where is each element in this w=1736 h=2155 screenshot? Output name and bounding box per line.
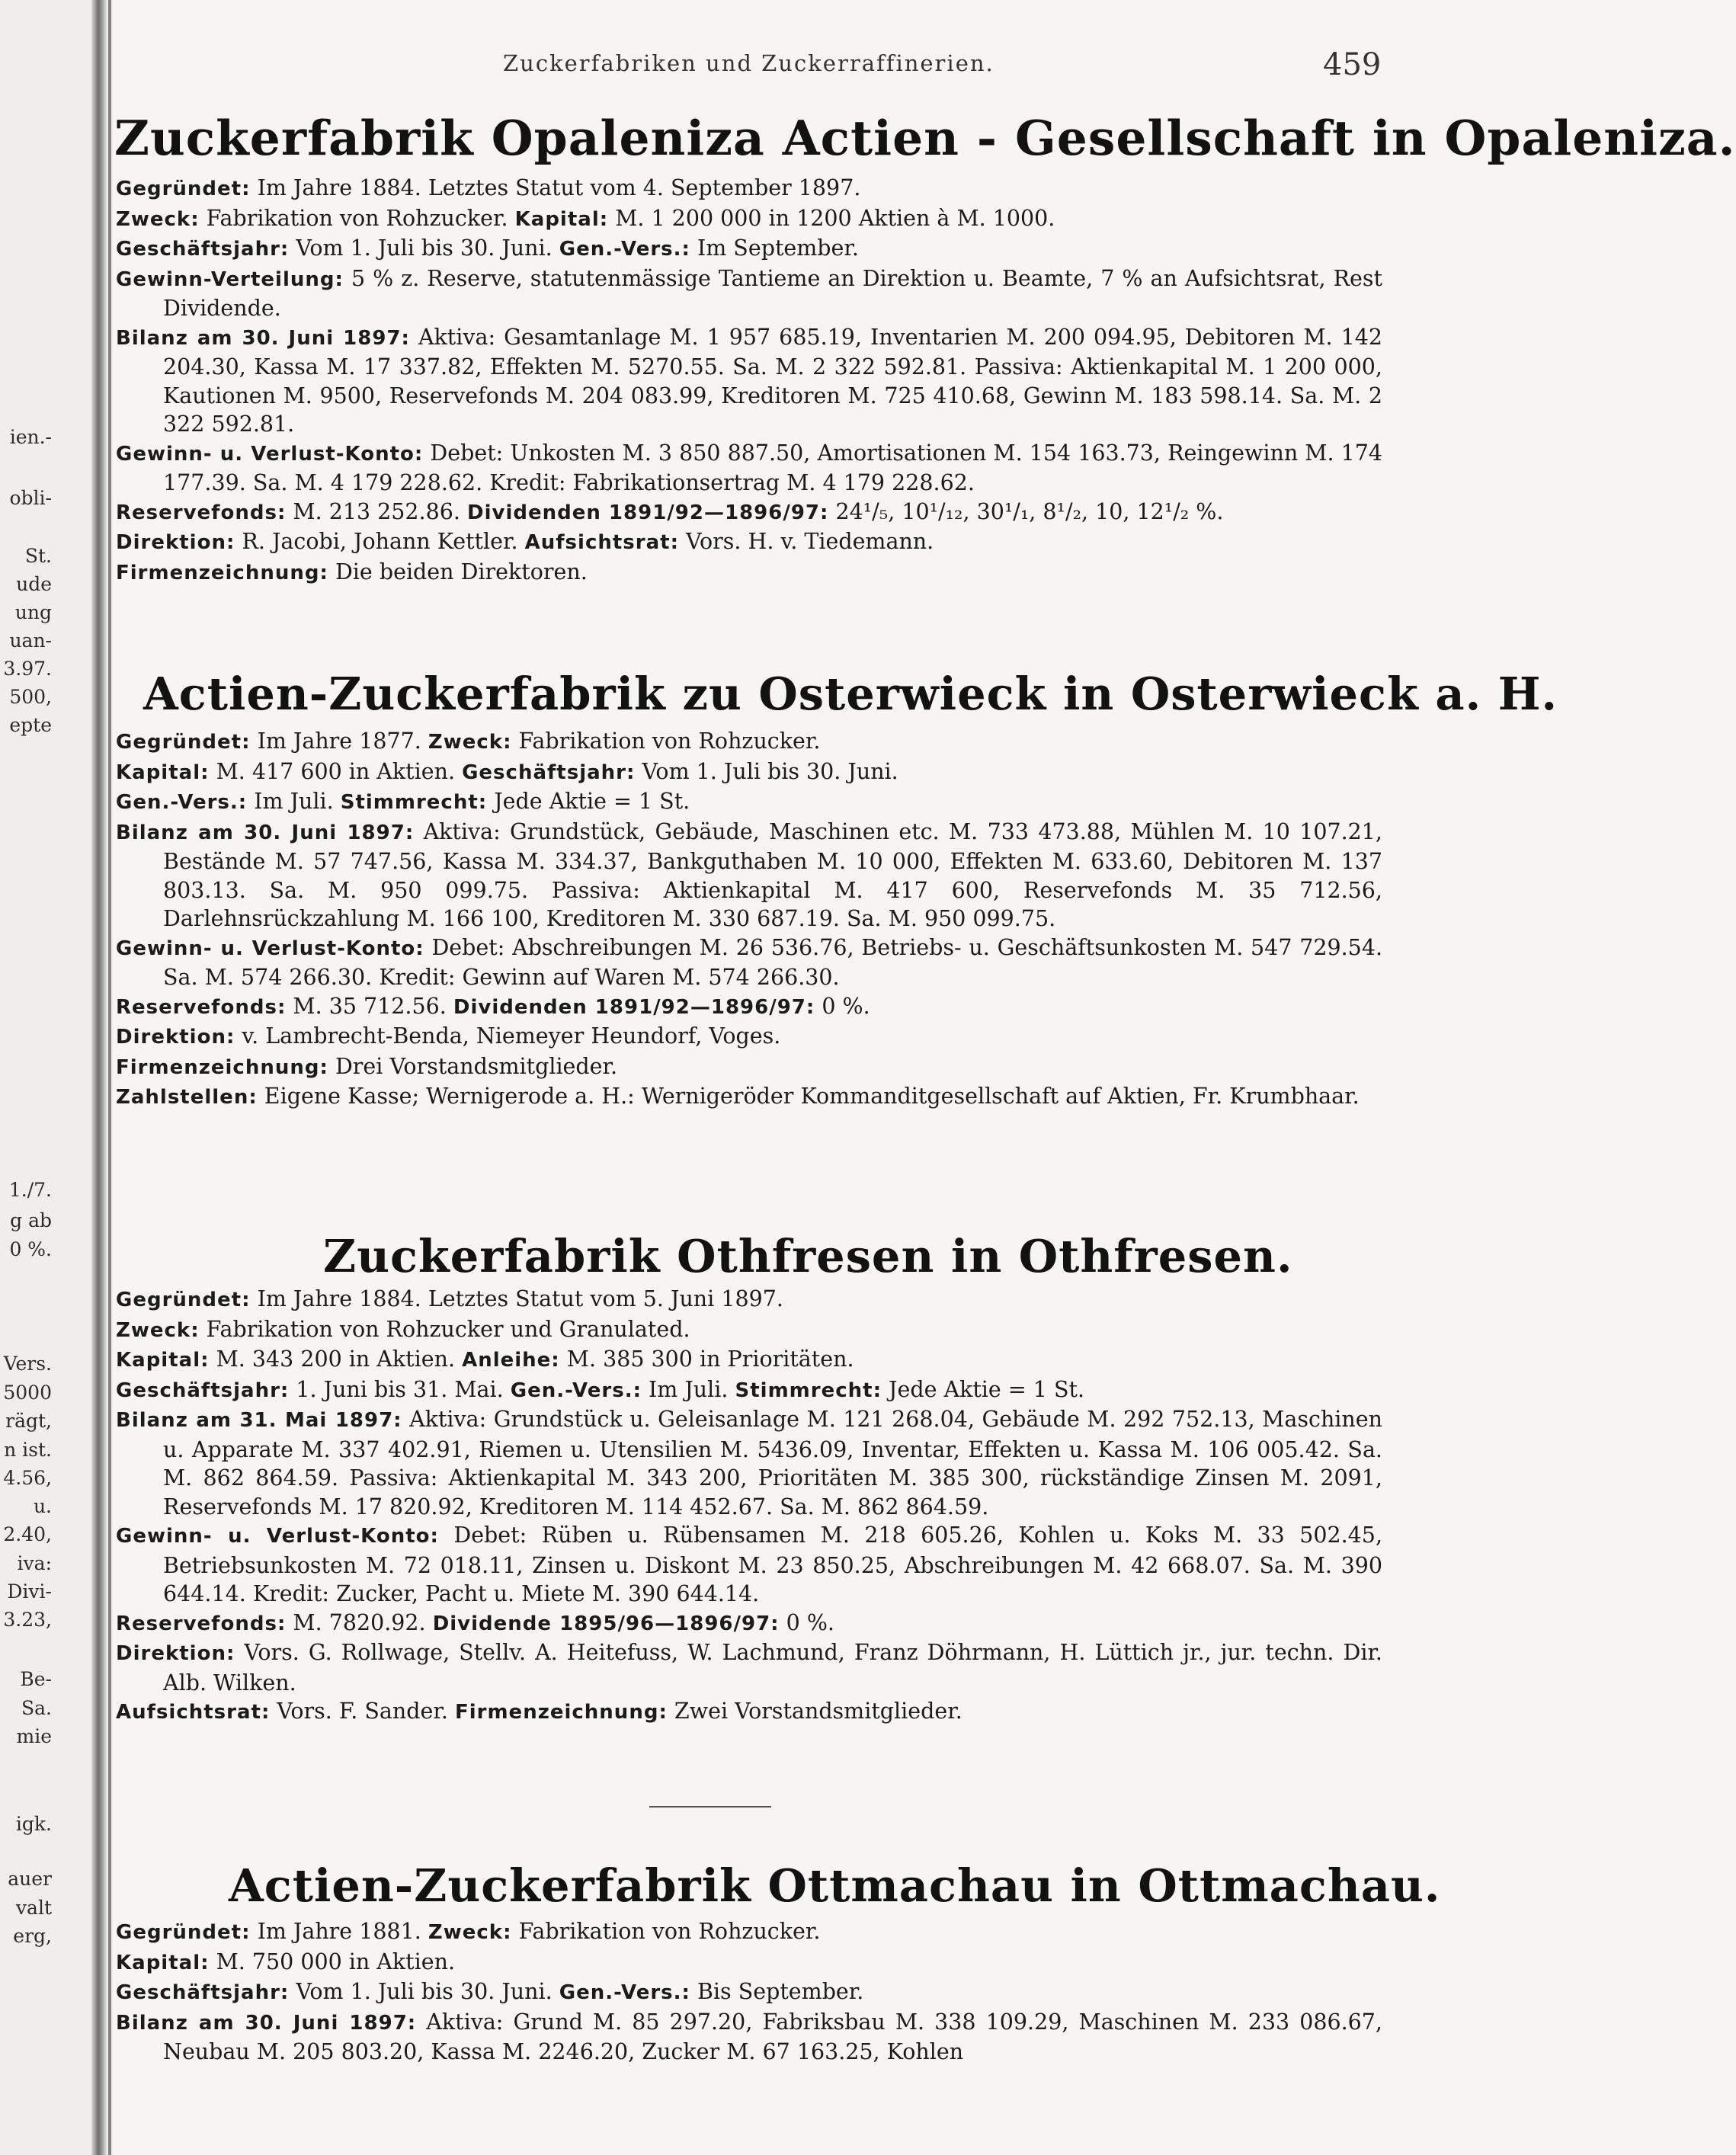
entry-label: Direktion: <box>116 531 235 554</box>
entry-text: Vors. F. Sander. <box>277 1699 448 1724</box>
entry-line <box>116 1405 1382 1521</box>
entry-label: Stimmrecht: <box>340 791 488 814</box>
entry-label: Gegründet: <box>116 731 251 754</box>
entry-text: Im Juli. <box>254 789 334 814</box>
entry-text: Aktiva: Grundstück u. Geleisanlage M. 121 268.04, Gebäude M. 292 752.13, Maschinen u. Apparate M. 337 402.91, Riemen u. Utensilien M. 5436.09, Inventar, Effekten u. Kassa M. 106 005.42. Sa. M. 862 864.59. Passiva: Aktienkapital M. 343 200, Prioritäten M. 385 300, rückständige Zinsen M. 2091, Reservefonds M. 17 820.92, Kreditoren M. 114 452.67. Sa. M. 862 864.59. <box>163 1407 1382 1519</box>
entry-text: M. 35 712.56. <box>293 993 447 1019</box>
entry-line <box>116 1022 1382 1052</box>
entry-text: Im Jahre 1884. Letztes Statut vom 5. Juni 1897. <box>257 1286 783 1311</box>
margin-fragment: Vers. <box>3 1353 52 1375</box>
entry-label: Zweck: <box>428 1921 512 1944</box>
entry-line <box>116 992 1382 1023</box>
entry-label: Firmenzeichnung: <box>116 561 328 584</box>
margin-fragment: epte <box>9 714 52 736</box>
running-head: Zuckerfabriken und Zuckerraffinerien. <box>503 50 995 76</box>
entry-line <box>116 1638 1382 1697</box>
entry-text: Eigene Kasse; Wernigerode a. H.: Wernigeröder Kommanditgesellschaft auf Aktien, Fr. Krumbhaar. <box>264 1084 1360 1109</box>
entry-text: 24¹/₅, 10¹/₁₂, 30¹/₁, 8¹/₂, 10, 12¹/₂ %. <box>835 498 1224 524</box>
company-entry <box>116 1285 1382 1728</box>
entry-label: Zweck: <box>116 1318 200 1342</box>
entry-text: Debet: Rüben u. Rübensamen M. 218 605.26, Kohlen u. Koks M. 33 502.45, Betriebsunkosten M. 72 018.11, Zinsen u. Diskont M. 23 850.25, Abschreibungen M. 42 668.07. Sa. M. 390 644.14. Kredit: Zucker, Pacht u. Miete M. 390 644.14. <box>163 1523 1383 1606</box>
entry-text: Debet: Unkosten M. 3 850 887.50, Amortisationen M. 154 163.73, Reingewinn M. 174 177.39. Sa. M. 4 179 228.62. Kredit: Fabrikationsertrag M. 4 179 228.62. <box>163 440 1383 495</box>
entry-line <box>116 498 1382 528</box>
margin-fragment: rägt, <box>5 1410 52 1432</box>
entry-text: Vors. H. v. Tiedemann. <box>686 529 934 554</box>
entry-text: M. 417 600 in Aktien. <box>216 758 456 784</box>
margin-fragment: 2.40, <box>3 1523 52 1545</box>
entry-title: Zuckerfabrik Othfresen in Othfresen. <box>323 1230 1293 1282</box>
entry-text: 0 %. <box>786 1609 834 1635</box>
margin-fragment: uan- <box>9 629 52 652</box>
entry-label: Geschäftsjahr: <box>116 238 290 261</box>
entry-label: Gen.-Vers.: <box>510 1378 642 1402</box>
entry-text: Aktiva: Grundstück, Gebäude, Maschinen etc. M. 733 473.88, Mühlen M. 10 107.21, Bestände M. 57 747.56, Kassa M. 334.37, Bankguthaben M. 10 000, Effekten M. 633.60, Debitoren M. 137 803.13. Sa. M. 950 099.75. Passiva: Aktienkapital M. 417 600, Reservefonds M. 35 712.56, Darlehnsrückzahlung M. 166 100, Kreditoren M. 330 687.19. Sa. M. 950 099.75. <box>163 818 1382 931</box>
entry-line <box>116 1082 1382 1113</box>
entry-line <box>116 757 1382 788</box>
entry-label: Gegründet: <box>116 1921 251 1944</box>
margin-fragment: iva: <box>17 1552 52 1574</box>
margin-fragment: g ab <box>10 1209 52 1231</box>
entry-label: Direktion: <box>116 1026 235 1049</box>
entry-label: Stimmrecht: <box>735 1378 882 1402</box>
entry-label: Dividenden 1891/92—1896/97: <box>467 501 829 524</box>
entry-line <box>116 264 1382 323</box>
entry-line <box>116 1948 1382 1978</box>
entry-line <box>116 1521 1382 1609</box>
entry-text: Die beiden Direktoren. <box>335 559 588 584</box>
book-spine-edge <box>108 0 111 2155</box>
margin-fragment: Sa. <box>21 1697 52 1719</box>
entry-label: Firmenzeichnung: <box>454 1701 668 1724</box>
entry-text: Im September. <box>697 235 859 261</box>
entry-label: Gegründet: <box>116 178 251 200</box>
entry-line <box>116 439 1382 498</box>
entry-text: v. Lambrecht-Benda, Niemeyer Heundorf, Voges. <box>242 1023 781 1049</box>
entry-text: Aktiva: Gesamtanlage M. 1 957 685.19, Inventarien M. 200 094.95, Debitoren M. 142 204.30, Kassa M. 17 337.82, Effekten M. 5270.55. Sa. M. 2 322 592.81. Passiva: Aktienkapital M. 1 200 000, Kautionen M. 9500, Reservefonds M. 204 083.99, Kreditoren M. 725 410.68, Gewinn M. 183 598.14. Sa. M. 2 322 592.81. <box>163 324 1382 437</box>
entry-label: Zweck: <box>116 207 200 231</box>
entry-label: Anleihe: <box>462 1349 560 1372</box>
entry-line <box>116 727 1382 757</box>
section-divider <box>649 1806 771 1808</box>
entry-line <box>116 204 1382 235</box>
entry-line <box>116 1609 1382 1639</box>
entry-text: Im Jahre 1877. <box>257 728 421 754</box>
margin-fragment: 0 %. <box>9 1238 52 1260</box>
entry-text: Bis September. <box>697 1979 864 2004</box>
entry-line <box>116 1285 1382 1315</box>
margin-fragment: 3.97. <box>3 658 52 680</box>
entry-label: Reservefonds: <box>116 1612 287 1635</box>
entry-label: Aufsichtsrat: <box>116 1701 271 1724</box>
entry-text: Drei Vorstandsmitglieder. <box>335 1053 618 1079</box>
entry-label: Geschäftsjahr: <box>116 1981 290 2004</box>
entry-text: Fabrikation von Rohzucker und Granulated. <box>206 1316 690 1342</box>
entry-text: M. 7820.92. <box>293 1609 426 1635</box>
margin-fragment: auer <box>8 1868 52 1890</box>
entry-text: Vom 1. Juli bis 30. Juni. <box>296 235 553 261</box>
entry-label: Reservefonds: <box>116 501 287 524</box>
margin-fragment: u. <box>33 1495 52 1517</box>
entry-line <box>116 933 1382 992</box>
entry-text: M. 750 000 in Aktien. <box>216 1948 456 1974</box>
entry-label: Zweck: <box>428 731 512 754</box>
entry-line <box>116 1375 1382 1406</box>
company-entry <box>116 1917 1382 2067</box>
margin-fragment: n ist. <box>4 1439 52 1461</box>
entry-label: Aufsichtsrat: <box>524 531 679 554</box>
entry-text: Jede Aktie = 1 St. <box>494 789 690 814</box>
entry-label: Geschäftsjahr: <box>116 1378 290 1402</box>
entry-label: Reservefonds: <box>116 995 287 1019</box>
entry-label: Dividende 1895/96—1896/97: <box>432 1612 780 1635</box>
entry-label: Bilanz am 31. Mai 1897: <box>116 1409 402 1432</box>
entry-line <box>116 1977 1382 2008</box>
entry-line <box>116 174 1382 204</box>
entry-label: Bilanz am 30. Juni 1897: <box>116 2011 417 2035</box>
margin-fragment: 4.56, <box>3 1467 52 1489</box>
margin-fragment: Be- <box>20 1668 52 1690</box>
entry-text: M. 213 252.86. <box>293 498 460 524</box>
entry-line <box>116 818 1382 933</box>
margin-fragment: obli- <box>9 487 52 509</box>
margin-fragment: ung <box>14 601 52 623</box>
entry-label: Geschäftsjahr: <box>462 760 636 784</box>
entry-label: Bilanz am 30. Juni 1897: <box>116 326 410 350</box>
margin-fragment: igk. <box>15 1813 52 1835</box>
book-spine-shadow <box>91 0 107 2155</box>
entry-label: Kapital: <box>514 207 609 231</box>
entry-label: Gen.-Vers.: <box>559 1981 690 2004</box>
entry-text: Im Jahre 1881. <box>257 1919 421 1944</box>
entry-text: Im Juli. <box>649 1376 729 1402</box>
entry-text: R. Jacobi, Johann Kettler. <box>242 529 518 554</box>
entry-text: 0 %. <box>822 993 870 1019</box>
margin-fragment: erg, <box>13 1925 52 1947</box>
entry-line <box>116 1917 1382 1948</box>
entry-title: Actien-Zuckerfabrik zu Osterwieck in Osterwieck a. H. <box>143 668 1558 720</box>
entry-line <box>116 2008 1382 2067</box>
entry-label: Dividenden 1891/92—1896/97: <box>453 995 815 1019</box>
margin-fragment: ude <box>16 573 52 595</box>
entry-label: Firmenzeichnung: <box>116 1055 328 1079</box>
entry-line <box>116 558 1382 588</box>
company-entry <box>116 727 1382 1113</box>
margin-fragment: 1./7. <box>8 1179 52 1201</box>
margin-fragment: 5000 <box>3 1382 52 1404</box>
margin-fragment: St. <box>24 545 52 567</box>
entry-label: Gewinn- u. Verlust-Konto: <box>116 937 424 960</box>
entry-label: Kapital: <box>116 760 210 784</box>
entry-text: Vors. G. Rollwage, Stellv. A. Heitefuss, W. Lachmund, Franz Döhrmann, H. Lüttich jr., jur. techn. Dir. Alb. Wilken. <box>163 1640 1382 1696</box>
entry-line <box>116 1345 1382 1375</box>
margin-fragment: 3.23, <box>3 1609 52 1631</box>
entry-label: Gen.-Vers.: <box>116 791 248 814</box>
entry-line <box>116 234 1382 264</box>
entry-text: 1. Juni bis 31. Mai. <box>296 1376 504 1402</box>
entry-text: Fabrikation von Rohzucker. <box>206 205 508 231</box>
entry-title: Actien-Zuckerfabrik Ottmachau in Ottmachau. <box>229 1859 1441 1912</box>
entry-label: Kapital: <box>116 1951 210 1974</box>
entry-text: Vom 1. Juli bis 30. Juni. <box>642 758 898 784</box>
margin-fragment: mie <box>16 1725 52 1747</box>
entry-text: Aktiva: Grund M. 85 297.20, Fabriksbau M. 338 109.29, Maschinen M. 233 086.67, Neubau M. 205 803.20, Kassa M. 2246.20, Zucker M. 67 163.25, Kohlen <box>163 2009 1382 2064</box>
page-number: 459 <box>1323 47 1382 82</box>
entry-line <box>116 527 1382 558</box>
entry-line <box>116 1697 1382 1728</box>
entry-text: Debet: Abschreibungen M. 26 536.76, Betriebs- u. Geschäftsunkosten M. 547 729.54. Sa. M. 574 266.30. Kredit: Gewinn auf Waren M. 574 266.30. <box>163 934 1383 990</box>
entry-text: M. 343 200 in Aktien. <box>216 1346 456 1372</box>
entry-label: Gegründet: <box>116 1289 251 1311</box>
entry-text: Jede Aktie = 1 St. <box>889 1376 1085 1402</box>
margin-fragment: Divi- <box>7 1580 52 1603</box>
company-entry <box>116 174 1382 588</box>
entry-label: Zahlstellen: <box>116 1086 258 1109</box>
entry-text: Zwei Vorstandsmitglieder. <box>674 1699 962 1724</box>
entry-line <box>116 1315 1382 1346</box>
entry-line <box>116 323 1382 439</box>
entry-text: Fabrikation von Rohzucker. <box>518 1919 821 1944</box>
entry-line <box>116 1052 1382 1083</box>
entry-line <box>116 787 1382 818</box>
entry-label: Direktion: <box>116 1642 235 1665</box>
margin-fragment: ien.- <box>9 426 52 448</box>
entry-text: M. 1 200 000 in 1200 Aktien à M. 1000. <box>615 205 1055 231</box>
entry-label: Gewinn-Verteilung: <box>116 267 344 291</box>
entry-text: Im Jahre 1884. Letztes Statut vom 4. September 1897. <box>257 175 861 200</box>
entry-text: M. 385 300 in Prioritäten. <box>566 1346 854 1372</box>
margin-fragment: 500, <box>9 686 52 708</box>
margin-fragment: valt <box>15 1897 52 1919</box>
entry-label: Gewinn- u. Verlust-Konto: <box>116 1525 439 1548</box>
entry-label: Bilanz am 30. Juni 1897: <box>116 821 415 844</box>
entry-label: Gen.-Vers.: <box>559 238 690 261</box>
entry-label: Kapital: <box>116 1349 210 1372</box>
entry-label: Gewinn- u. Verlust-Konto: <box>116 442 424 466</box>
entry-text: Fabrikation von Rohzucker. <box>518 728 821 754</box>
entry-text: 5 % z. Reserve, statutenmässige Tantieme an Direktion u. Beamte, 7 % an Aufsichtsrat, Rest Dividende. <box>163 265 1382 321</box>
entry-title: Zuckerfabrik Opaleniza Actien - Gesellschaft in Opaleniza. <box>114 110 1736 166</box>
entry-text: Vom 1. Juli bis 30. Juni. <box>296 1979 553 2004</box>
